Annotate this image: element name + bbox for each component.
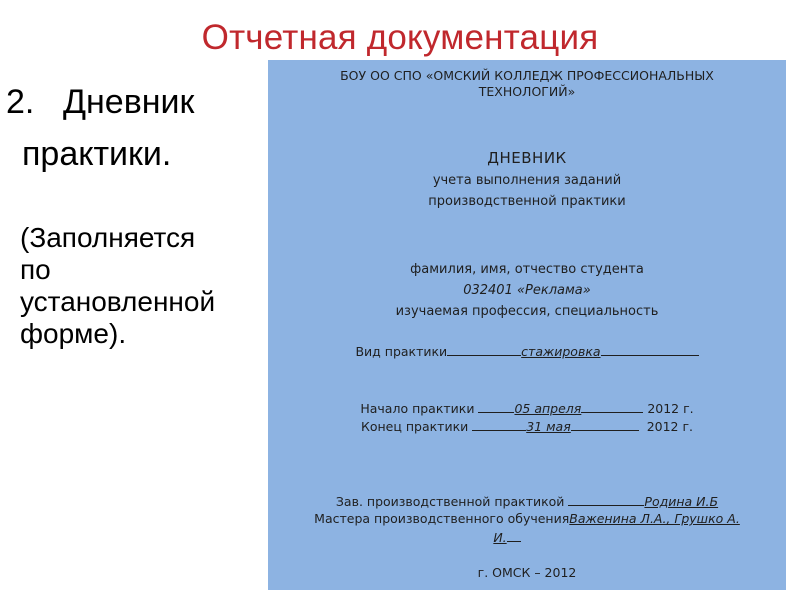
diary-title-page — [268, 60, 786, 590]
practice-head-label: Зав. производственной практикой — [335, 494, 565, 509]
underline-blank — [581, 400, 643, 413]
document-title: ДНЕВНИК — [487, 149, 567, 167]
masters-value: Важенина Л.А., Грушко А. — [569, 511, 740, 526]
masters-row-continued — [248, 529, 766, 546]
underline-blank — [571, 418, 639, 431]
practice-type-row — [268, 343, 786, 360]
underline-blank — [601, 343, 699, 356]
document-subtitle-line1: учета выполнения заданий — [432, 173, 622, 188]
masters-row — [268, 511, 786, 527]
fill-note — [20, 222, 260, 350]
fill-note-line: по — [20, 254, 51, 285]
fill-note-line: форме). — [20, 318, 127, 349]
underline-blank — [568, 493, 644, 506]
list-item-text-continued: практики. — [22, 135, 172, 173]
slide-title: Отчетная документация — [201, 18, 599, 57]
institution-name-line2: ТЕХНОЛОГИЙ» — [478, 84, 576, 99]
list-item — [6, 80, 194, 124]
practice-end-year: 2012 г. — [646, 419, 694, 434]
practice-type-label: Вид практики — [355, 344, 448, 359]
underline-blank — [447, 343, 521, 356]
document-footer: г. ОМСК – 2012 — [477, 565, 577, 580]
practice-start-label: Начало практики — [360, 401, 475, 416]
masters-value-continued: И. — [493, 530, 507, 545]
practice-head-value: Родина И.Б — [644, 494, 719, 509]
practice-type-value: стажировка — [521, 344, 601, 359]
underline-blank — [472, 418, 526, 431]
specialty-value: 032401 «Реклама» — [463, 283, 591, 298]
practice-end-value: 31 мая — [526, 419, 571, 434]
practice-end-label: Конец практики — [360, 419, 469, 434]
masters-label: Мастера производственного обучения — [314, 511, 570, 526]
document-subtitle-line2: производственной практики — [428, 194, 626, 209]
list-item-text: Дневник — [63, 83, 195, 121]
practice-start-value: 05 апреля — [514, 401, 582, 416]
practice-start-year: 2012 г. — [647, 401, 694, 416]
institution-name-line1: БОУ ОО СПО «ОМСКИЙ КОЛЛЕДЖ ПРОФЕССИОНАЛЬНЫХ — [340, 68, 714, 83]
underline-blank — [507, 529, 521, 542]
practice-head-row — [268, 493, 786, 510]
practice-end-row — [268, 418, 786, 435]
fill-note-line: установленной — [20, 286, 216, 317]
underline-blank — [478, 400, 514, 413]
student-name-label: фамилия, имя, отчество студента — [410, 262, 644, 277]
list-item-number: 2. — [6, 83, 35, 121]
specialty-label: изучаемая профессия, специальность — [395, 304, 659, 319]
fill-note-line: (Заполняется — [20, 222, 196, 253]
practice-start-row — [268, 400, 786, 417]
